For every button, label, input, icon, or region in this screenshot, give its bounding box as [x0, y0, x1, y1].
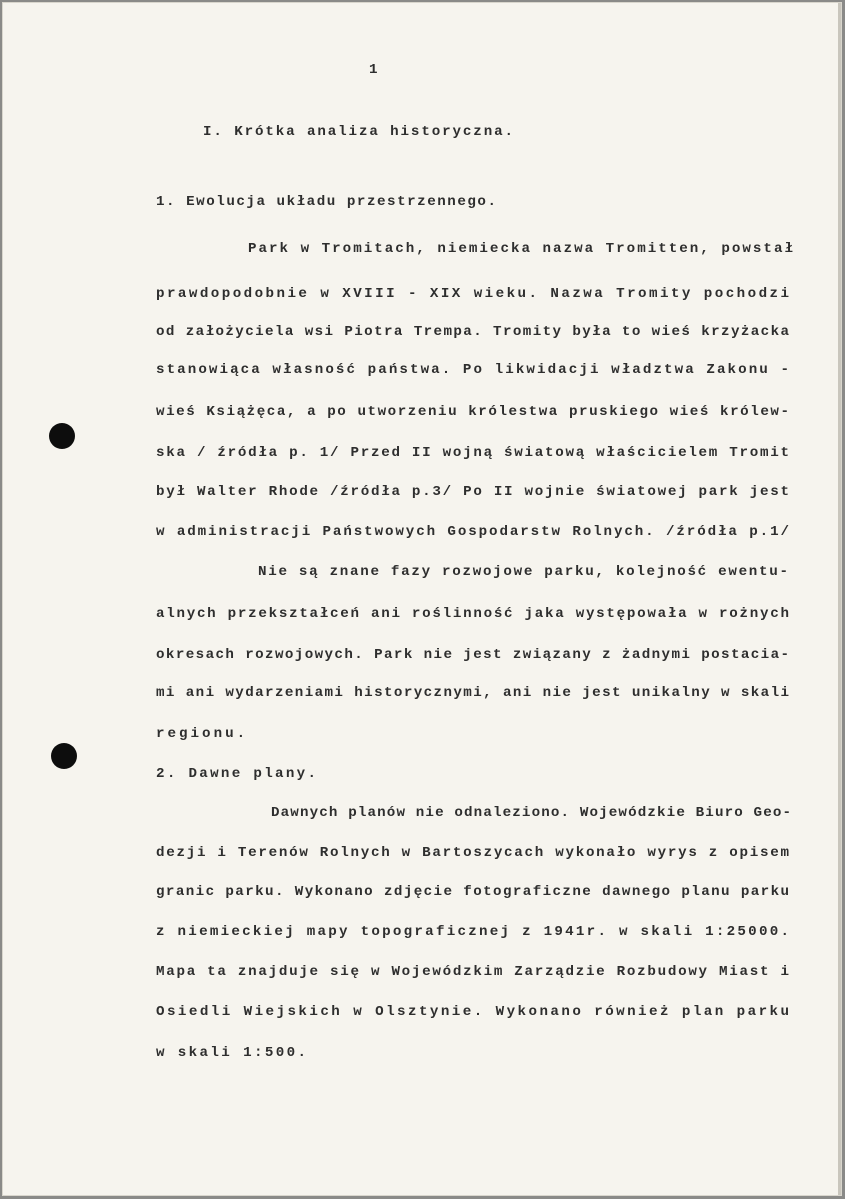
section-2-line-6: Osiedli Wiejskich w Olsztynie. Wykonano również plan parku — [156, 1004, 792, 1020]
section-1-line-6: ska / źródła p. 1/ Przed II wojną światową właścicielem Tromit — [156, 445, 791, 461]
section-1-line-4: stanowiąca własność państwa. Po likwidacji władztwa Zakonu - — [156, 362, 792, 378]
section-2-line-4: z niemieckiej mapy topograficznej z 1941r. w skali 1:25000. — [156, 924, 792, 940]
section-1-line-11: okresach rozwojowych. Park nie jest związany z żadnymi postacia- — [156, 647, 791, 663]
section-2-line-5: Mapa ta znajduje się w Wojewódzkim Zarządzie Rozbudowy Miast i — [156, 964, 791, 980]
section-1-line-2: prawdopodobnie w XVIII - XIX wieku. Nazwa Tromity pochodzi — [156, 286, 792, 302]
section-1-line-13: regionu. — [156, 726, 249, 742]
section-1-line-5: wieś Książęca, a po utworzeniu królestwa pruskiego wieś królew- — [156, 404, 791, 420]
document-page — [2, 2, 842, 1196]
section-2-title: 2. Dawne plany. — [156, 766, 319, 782]
section-1-line-1: Park w Tromitach, niemiecka nazwa Tromitten, powstał — [248, 241, 795, 257]
section-1-line-9: Nie są znane fazy rozwojowe parku, kolejność ewentu- — [258, 564, 790, 580]
section-1-line-10: alnych przekształceń ani roślinność jaka występowała w rożnych — [156, 606, 791, 622]
section-2-line-3: granic parku. Wykonano zdjęcie fotograficzne dawnego planu parku — [156, 884, 791, 900]
section-2-line-2: dezji i Terenów Rolnych w Bartoszycach wykonało wyrys z opisem — [156, 845, 791, 861]
section-1-line-8: w administracji Państwowych Gospodarstw Rolnych. /źródła p.1/ — [156, 524, 791, 540]
section-1-line-12: mi ani wydarzeniami historycznymi, ani nie jest unikalny w skali — [156, 685, 791, 701]
page-edge — [838, 3, 841, 1195]
section-1-title: 1. Ewolucja układu przestrzennego. — [156, 194, 498, 210]
punch-hole-lower — [51, 743, 77, 769]
section-2-line-7: w skali 1:500. — [156, 1045, 309, 1061]
main-heading: I. Krótka analiza historyczna. — [203, 124, 515, 140]
section-1-line-7: był Walter Rhode /źródła p.3/ Po II wojnie światowej park jest — [156, 484, 791, 500]
section-2-line-1: Dawnych planów nie odnaleziono. Wojewódzkie Biuro Geo- — [271, 805, 793, 821]
section-1-line-3: od założyciela wsi Piotra Trempa. Tromity była to wieś krzyżacka — [156, 324, 791, 340]
punch-hole-upper — [49, 423, 75, 449]
page-number: 1 — [369, 62, 378, 78]
